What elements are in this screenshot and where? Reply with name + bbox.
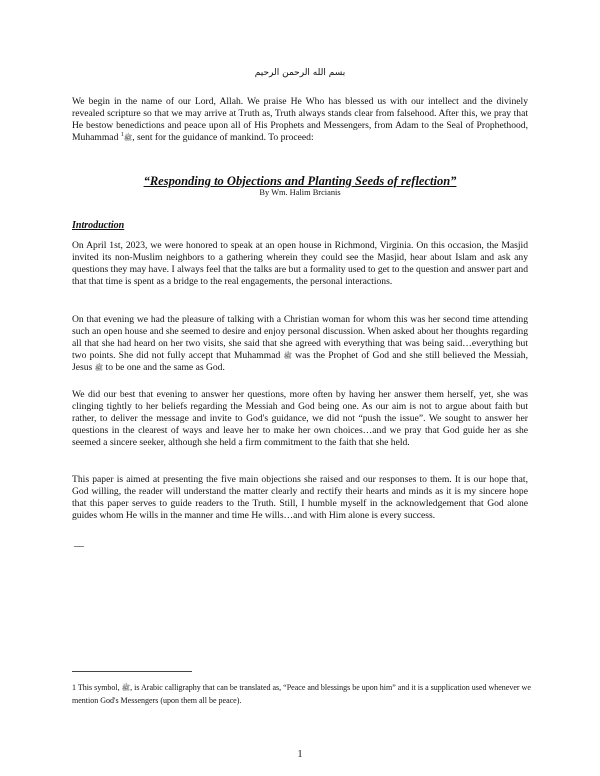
paragraph-3: We did our best that evening to answer her questions, more often by having her answer them herself, yet, she was clinging tightly to her beliefs regarding the Messiah and God being one. As our aim is not to argue about faith but rather, to deliver the message and invite to God's guidance, we did not “push the issue”. We sought to answer her questions in the clearest of ways and leave her to make her own choices…and we pray that God guide her as she seemed a sincere seeker, although she held a firm commitment to the faith that she held. xyxy=(72,389,528,449)
basmala: بسم الله الرحمن الرحيم xyxy=(254,68,346,78)
page-number: 1 xyxy=(297,749,303,760)
footnote-text: This symbol, xyxy=(76,683,122,692)
intro-text-end: , sent for the guidance of mankind. To proceed: xyxy=(132,132,314,144)
dash-separator: — xyxy=(74,541,84,552)
paragraph-2-part-2: was the Prophet of God and she still believed the Messiah, Jesus xyxy=(72,350,528,374)
honorific-symbol: ﷺ xyxy=(283,352,292,361)
paragraph-4: This paper is aimed at presenting the five main objections she raised and our responses to them. It is our hope that, God willing, the reader will understand the matter clearly and rectify their hearts and minds as it is my sincere hope that this paper serves to guide readers to the Truth. Still, I humble myself in the acknowledgement that God alone guides whom He wills in the manner and time He wills…and with Him alone is every success. xyxy=(72,474,528,522)
paragraph-2 xyxy=(72,314,528,374)
honorific-symbol: ﷺ xyxy=(121,684,131,692)
intro-paragraph xyxy=(72,96,528,144)
paragraph-1: On April 1st, 2023, we were honored to speak at an open house in Richmond, Virginia. On this occasion, the Masjid invited its non-Muslim neighbors to a gathering wherein they could see the Masjid, hear about Islam and ask any questions they may have. I always feel that the talks are but a formality used to get to the question and answer part and that that time is spent as a bridge to the real engagements, the personal interactions. xyxy=(72,240,528,288)
footnote-text-end: , is Arabic calligraphy that can be translated as, “Peace and blessings be upon him” and it is a supplication used whenever we mention God's Messengers (upon them all be peace). xyxy=(72,683,531,705)
paragraph-2-part-3: to be one and the same as God. xyxy=(103,362,225,374)
footnote-mark: 1 xyxy=(72,683,76,692)
intro-text: We begin in the name of our Lord, Allah. We praise He Who has blessed us with our intellect and the divinely revealed scripture so that we may arrive at Truth as, Truth always stands clear from falsehood. After this, we pray that He bestow benedictions and peace upon all of His Prophets and Messengers, from Adam to the Seal of Prophethood, Muhammad xyxy=(72,96,528,144)
footnote-divider xyxy=(72,671,192,672)
footnote xyxy=(72,682,532,707)
paper-title: “Responding to Objections and Planting Seeds of reflection” xyxy=(143,174,457,188)
footnote-reference[interactable]: 1 xyxy=(120,132,124,139)
honorific-symbol: ﷺ xyxy=(123,134,133,143)
paragraph-2-part-1: On that evening we had the pleasure of talking with a Christian woman for whom this was her second time attending such an open house and she seemed to desire and enjoy personal discussion. When asked about her thoughts regarding all that she had heard on her two visits, she said that she agreed with everything that was being said…everything but two points. She did not fully accept that Muhammad xyxy=(72,314,528,362)
author-byline: By Wm. Halim Brcianis xyxy=(259,188,341,197)
honorific-symbol: ﷺ xyxy=(94,364,104,373)
section-heading: Introduction xyxy=(72,220,125,231)
